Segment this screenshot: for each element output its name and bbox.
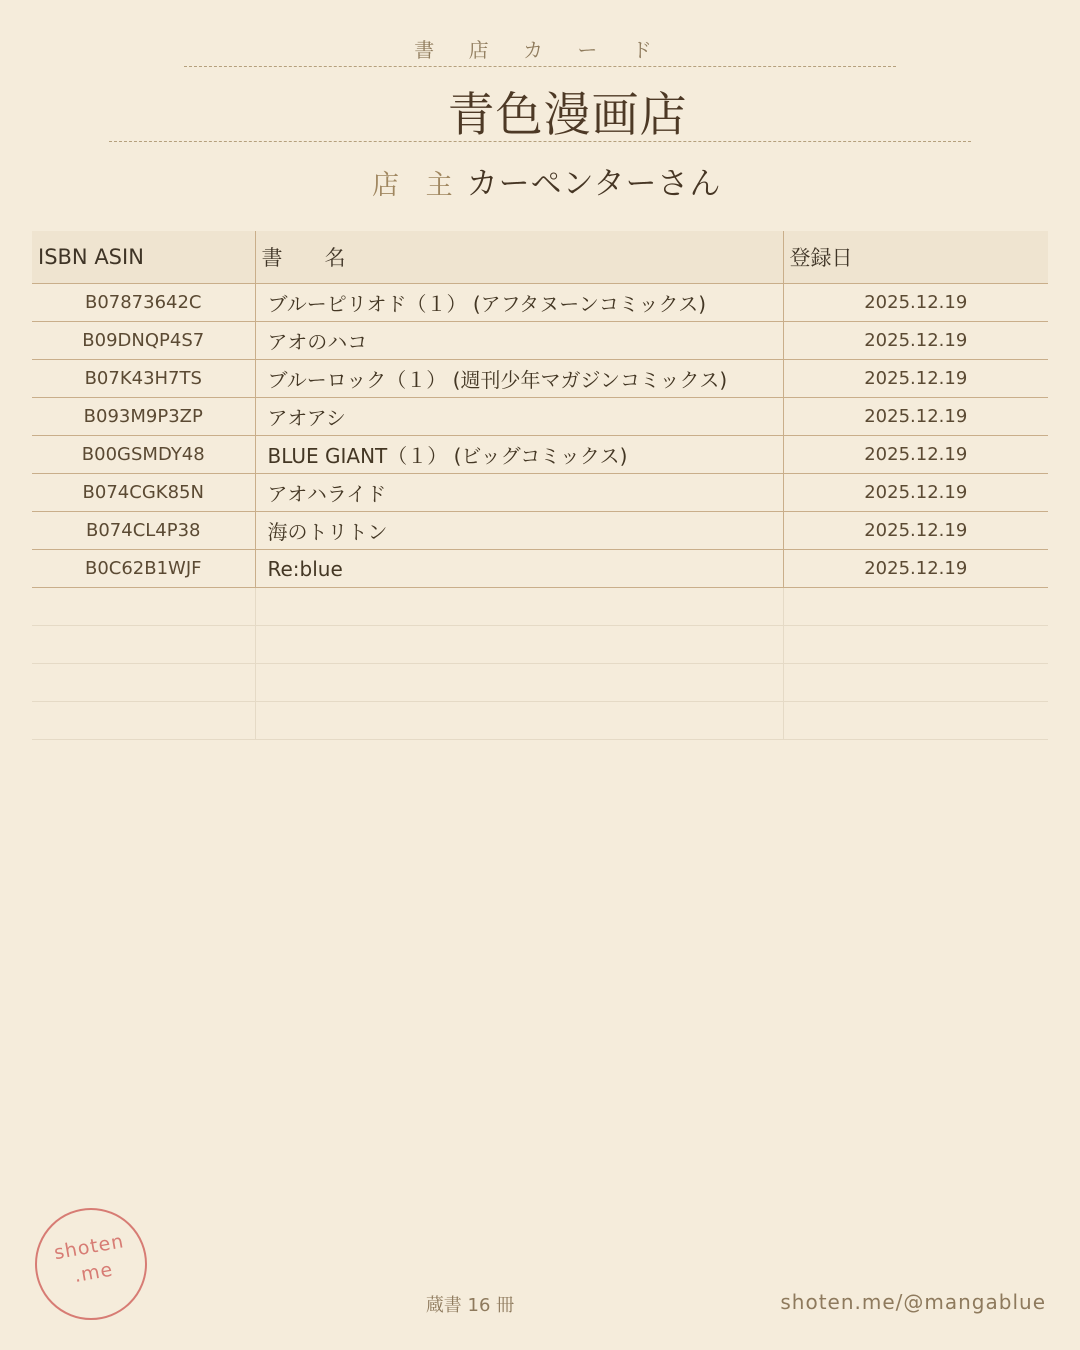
table-header-row	[32, 231, 1048, 284]
table-row	[32, 322, 1048, 360]
header-divider-top	[184, 66, 896, 67]
date-cell: 2025.12.19	[783, 436, 1048, 474]
empty-cell	[783, 664, 1048, 702]
table-row	[32, 360, 1048, 398]
owner-name: カーペンターさん	[466, 166, 722, 202]
table-row	[32, 512, 1048, 550]
title-cell: アオアシ	[255, 398, 783, 436]
title-cell: BLUE GIANT（１） (ビッグコミックス)	[255, 436, 783, 474]
empty-row	[32, 702, 1048, 740]
empty-cell	[255, 588, 783, 626]
shop-name: 青色漫画店	[447, 88, 688, 143]
isbn-cell: B074CGK85N	[32, 474, 255, 512]
isbn-cell: B09DNQP4S7	[32, 322, 255, 360]
book-table	[32, 231, 1048, 740]
empty-row	[32, 664, 1048, 702]
isbn-cell: B093M9P3ZP	[32, 398, 255, 436]
date-cell: 2025.12.19	[783, 360, 1048, 398]
stamp-line-2: .me	[72, 1258, 115, 1288]
date-cell: 2025.12.19	[783, 398, 1048, 436]
header-divider-bottom	[109, 141, 971, 142]
column-header-date: 登録日	[783, 231, 1048, 284]
title-cell: アオハライド	[255, 474, 783, 512]
empty-row	[32, 626, 1048, 664]
title-cell: Re:blue	[255, 550, 783, 588]
empty-cell	[32, 588, 255, 626]
empty-cell	[255, 626, 783, 664]
stamp-line-1: shoten	[51, 1230, 126, 1265]
date-cell: 2025.12.19	[783, 512, 1048, 550]
table-row	[32, 550, 1048, 588]
empty-cell	[783, 626, 1048, 664]
owner-label: 店 主	[372, 170, 462, 201]
book-count: 蔵書 16 冊	[425, 1295, 515, 1316]
date-cell: 2025.12.19	[783, 474, 1048, 512]
isbn-cell: B00GSMDY48	[32, 436, 255, 474]
owner-line	[372, 158, 721, 203]
date-cell: 2025.12.19	[783, 322, 1048, 360]
empty-cell	[255, 702, 783, 740]
empty-cell	[783, 588, 1048, 626]
title-cell: 海のトリトン	[255, 512, 783, 550]
table-row	[32, 436, 1048, 474]
isbn-cell: B0C62B1WJF	[32, 550, 255, 588]
profile-url: shoten.me/@mangablue	[780, 1290, 1046, 1314]
date-cell: 2025.12.19	[783, 550, 1048, 588]
title-cell: ブルーピリオド（１） (アフタヌーンコミックス)	[255, 284, 783, 322]
title-cell: ブルーロック（１） (週刊少年マガジンコミックス)	[255, 360, 783, 398]
empty-cell	[783, 702, 1048, 740]
column-header-isbn: ISBN ASIN	[32, 231, 255, 284]
empty-cell	[255, 664, 783, 702]
isbn-cell: B07873642C	[32, 284, 255, 322]
empty-cell	[32, 702, 255, 740]
title-cell: アオのハコ	[255, 322, 783, 360]
empty-row	[32, 588, 1048, 626]
table-row	[32, 398, 1048, 436]
isbn-cell: B074CL4P38	[32, 512, 255, 550]
stamp-text	[52, 1228, 131, 1291]
table-row	[32, 284, 1048, 322]
table-row	[32, 474, 1048, 512]
isbn-cell: B07K43H7TS	[32, 360, 255, 398]
card-label: 書 店 カ ー ド	[414, 38, 666, 62]
date-cell: 2025.12.19	[783, 284, 1048, 322]
empty-cell	[32, 626, 255, 664]
empty-cell	[32, 664, 255, 702]
column-header-title: 書 名	[255, 231, 783, 284]
